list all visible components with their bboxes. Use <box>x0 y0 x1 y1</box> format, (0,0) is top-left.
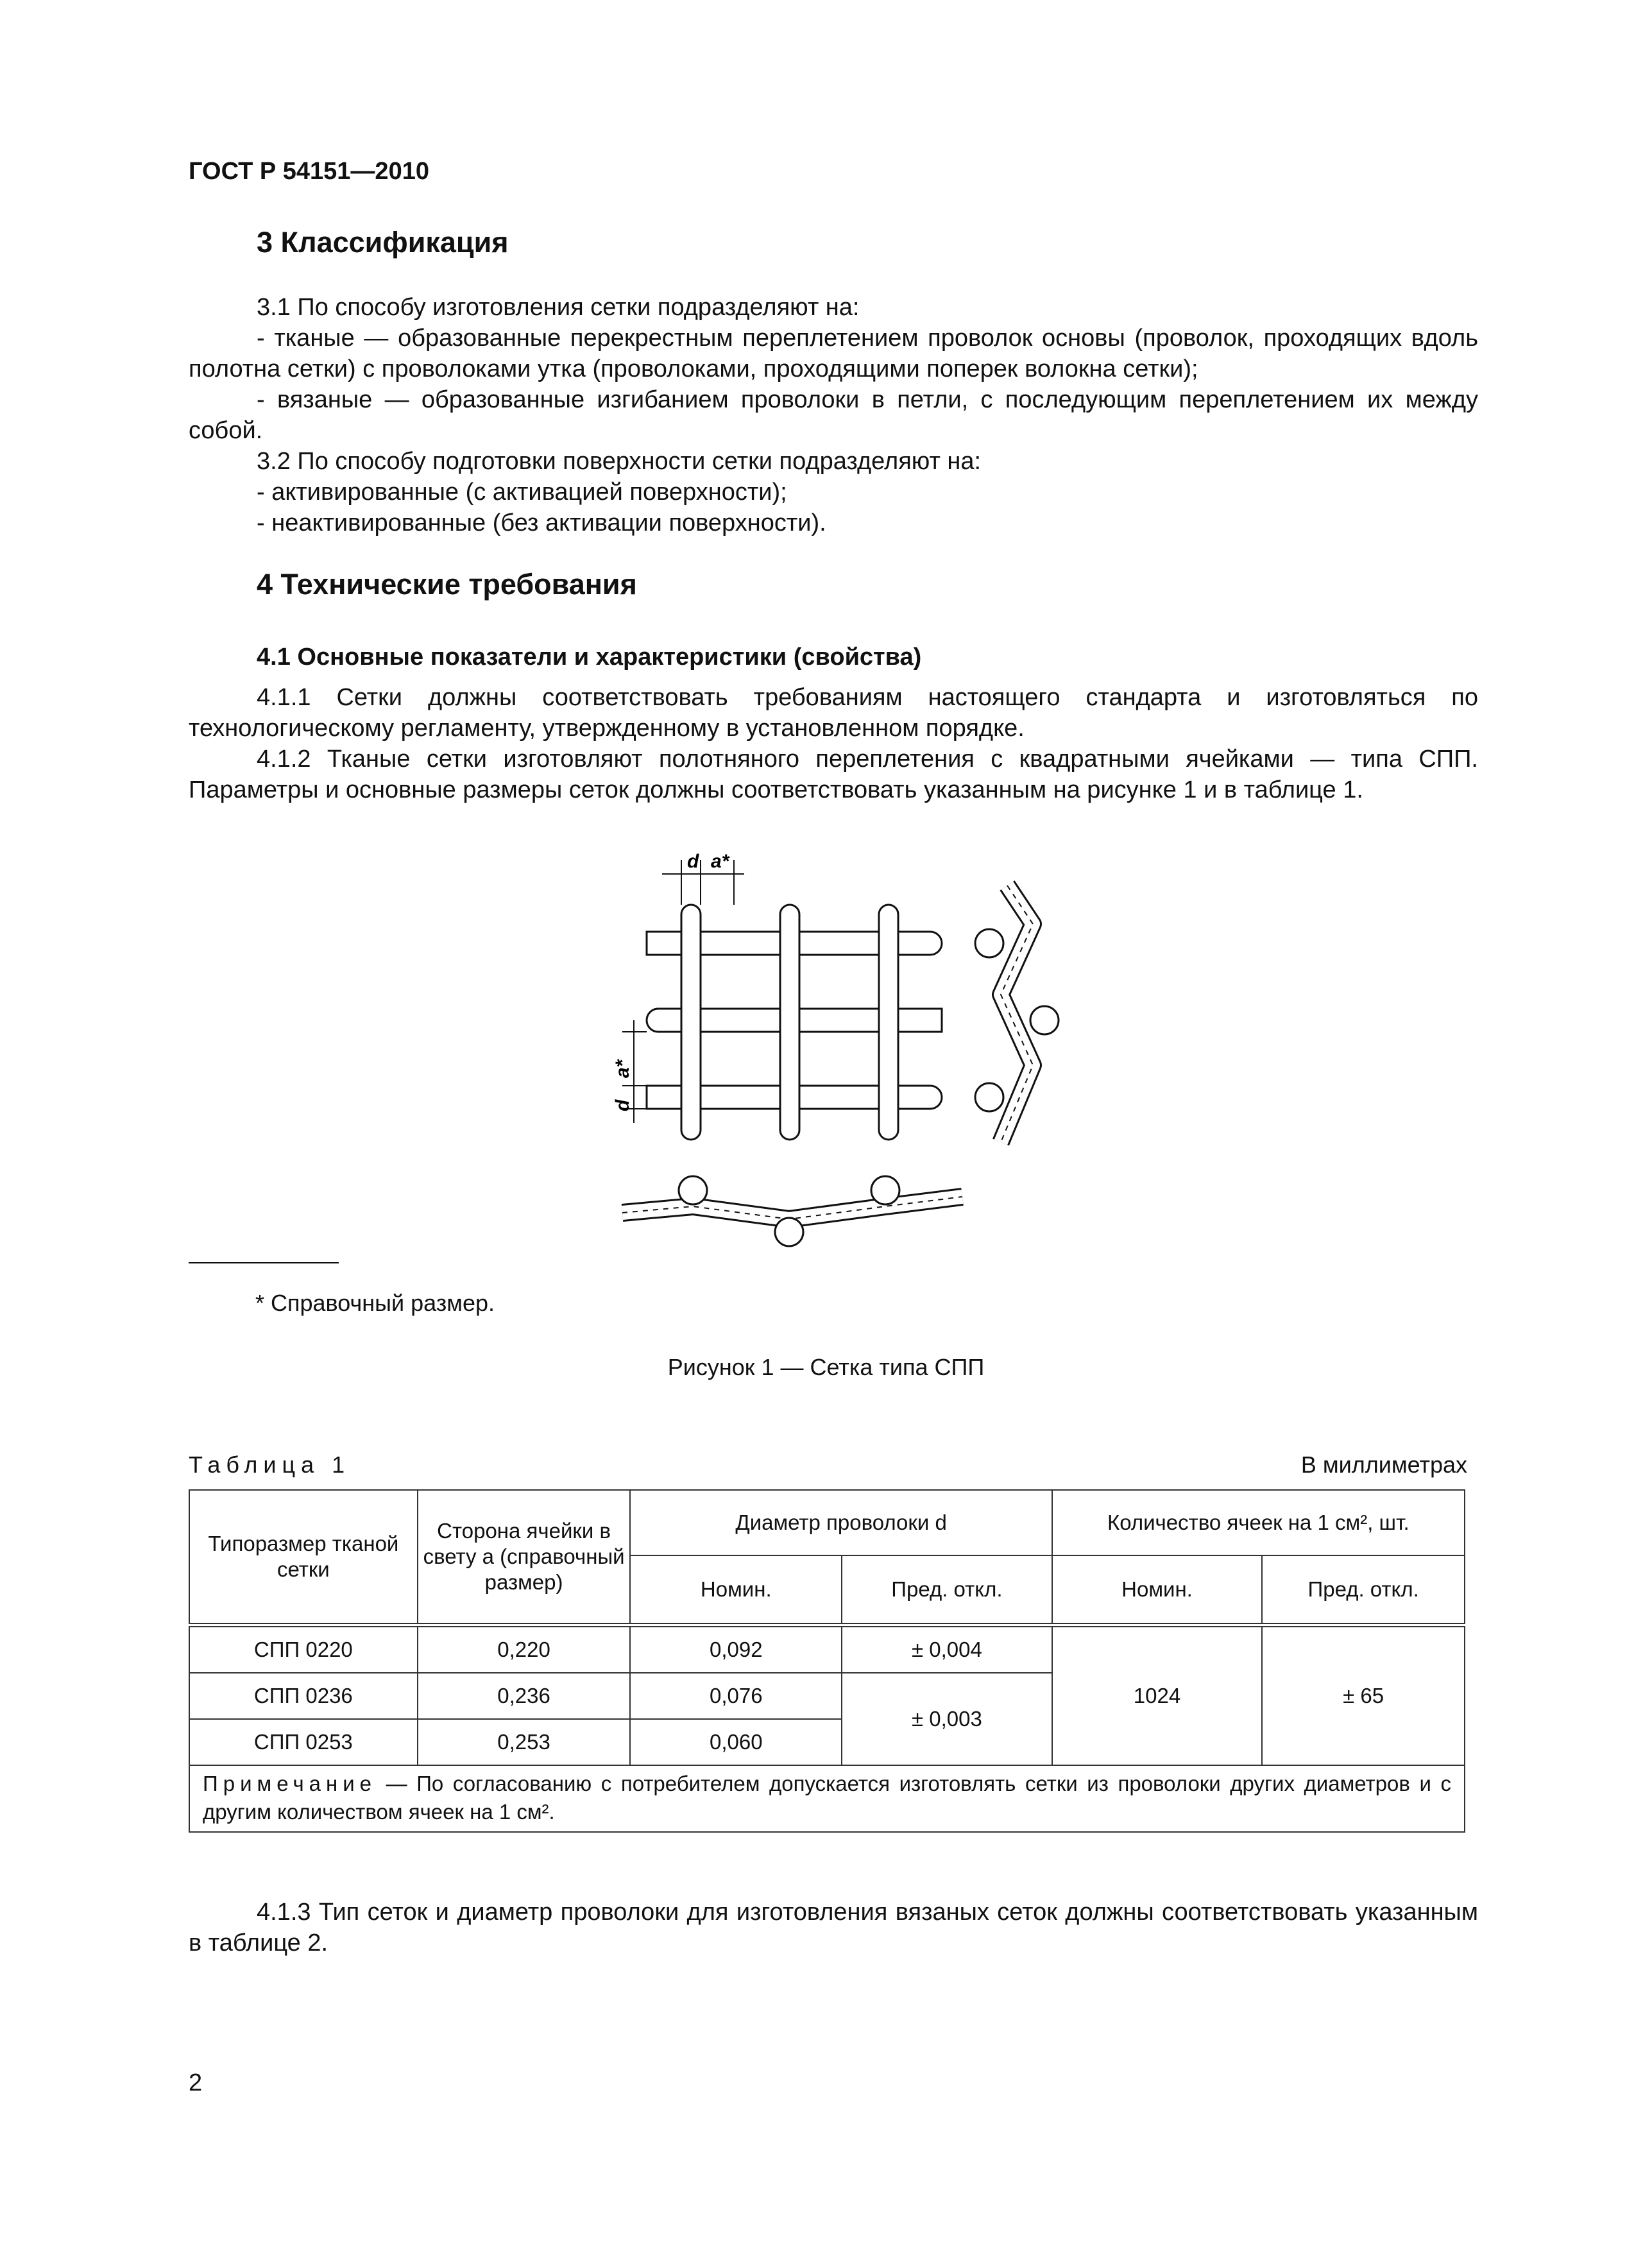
weft-wire <box>701 1009 780 1032</box>
note-label: Примечание <box>203 1772 377 1795</box>
header-diam-nom: Номин. <box>630 1555 842 1625</box>
figure-mesh-drawing <box>612 847 1065 1258</box>
dimension-d-label: d <box>687 851 699 872</box>
cell-type: СПП 0236 <box>189 1673 418 1719</box>
table-caption: Таблица 1 <box>189 1451 351 1478</box>
paragraph-3-2: 3.2 По способу подготовки поверхности сетки подразделяют на: <box>257 448 982 475</box>
paragraph-4-1-1: 4.1.1 Сетки должны соответствовать требованиям настоящего стандарта и изготовляться по технологическому регламенту, утвержденному в установленном порядке. <box>189 684 1478 742</box>
list-item-activated: - активированные (с активацией поверхности); <box>257 479 787 506</box>
table-note <box>189 1765 1465 1832</box>
warp-wire <box>681 905 701 1140</box>
cell-diam-dev-merged: ± 0,003 <box>842 1673 1052 1765</box>
header-count-nom: Номин. <box>1052 1555 1263 1625</box>
footnote-divider <box>189 1262 339 1263</box>
header-type: Типоразмер тканой сетки <box>189 1490 418 1625</box>
paragraph-4-1-2: 4.1.2 Тканые сетки изготовляют полотняного переплетения с квадратными ячейками — типа СПП. Параметры и основные размеры сеток должны соответствовать указанным на рисунке 1 и в таблице 1. <box>189 746 1478 803</box>
figure-caption: Рисунок 1 — Сетка типа СПП <box>667 1354 985 1380</box>
document-header: ГОСТ Р 54151—2010 <box>189 158 429 185</box>
header-count: Количество ячеек на 1 см², шт. <box>1052 1490 1465 1555</box>
list-item-knitted: - вязаные — образованные изгибанием проволоки в петли, с последующим переплетением их между собой. <box>189 386 1478 444</box>
cell-diam: 0,060 <box>630 1719 842 1765</box>
paragraph-4-1-3: 4.1.3 Тип сеток и диаметр проволоки для изготовления вязаных сеток должны соответствовать указанным в таблице 2. <box>189 1899 1478 1956</box>
cell-type: СПП 0220 <box>189 1625 418 1673</box>
section-3-title: 3 Классификация <box>257 226 509 259</box>
warp-wire <box>879 905 898 1140</box>
weft-wire <box>898 1009 942 1032</box>
cell-side: 0,253 <box>418 1719 631 1765</box>
dimension-a-label: a* <box>711 851 729 872</box>
cell-type: СПП 0253 <box>189 1719 418 1765</box>
section-4-1-title: 4.1 Основные показатели и характеристики (свойства) <box>257 644 922 671</box>
cell-diam: 0,092 <box>630 1625 842 1673</box>
header-side: Сторона ячейки в свету a (справочный размер) <box>418 1490 631 1625</box>
cell-side: 0,220 <box>418 1625 631 1673</box>
dimension-d-side-label: d <box>612 1099 633 1111</box>
cell-diam-dev: ± 0,004 <box>842 1625 1052 1673</box>
dimension-a-side-label: a* <box>612 1059 633 1078</box>
weft-wire <box>647 932 681 955</box>
page-number: 2 <box>189 2069 203 2096</box>
header-diam-dev: Пред. откл. <box>842 1555 1052 1625</box>
section-4-title: 4 Технические требования <box>257 568 637 601</box>
cell-side: 0,236 <box>418 1673 631 1719</box>
weft-wire <box>799 1086 879 1109</box>
table-row <box>189 1625 1465 1673</box>
header-count-dev: Пред. откл. <box>1262 1555 1465 1625</box>
cell-diam: 0,076 <box>630 1673 842 1719</box>
header-diameter: Диаметр проволоки d <box>630 1490 1052 1555</box>
list-item-woven: - тканые — образованные перекрестным переплетением проволок основы (проволок, проходящих вдоль полотна сетки) с проволоками утка (проволоками, проходящими поперек волокна сетки); <box>189 325 1478 382</box>
paragraph-3-1: 3.1 По способу изготовления сетки подразделяют на: <box>257 294 860 321</box>
cell-count-nom: 1024 <box>1052 1625 1263 1766</box>
weft-wire <box>799 932 879 955</box>
warp-wire <box>780 905 799 1140</box>
footnote: * Справочный размер. <box>255 1290 495 1316</box>
list-item-nonactivated: - неактивированные (без активации поверхности). <box>257 509 826 536</box>
cell-count-dev: ± 65 <box>1262 1625 1465 1766</box>
weft-wire <box>647 1086 681 1109</box>
table-units: В миллиметрах <box>1300 1451 1467 1478</box>
table-1 <box>189 1489 1465 1833</box>
note-text: — По согласованию с потребителем допускается изготовлять сетки из проволоки других диаметров и с другим количеством ячеек на 1 см². <box>203 1772 1451 1824</box>
